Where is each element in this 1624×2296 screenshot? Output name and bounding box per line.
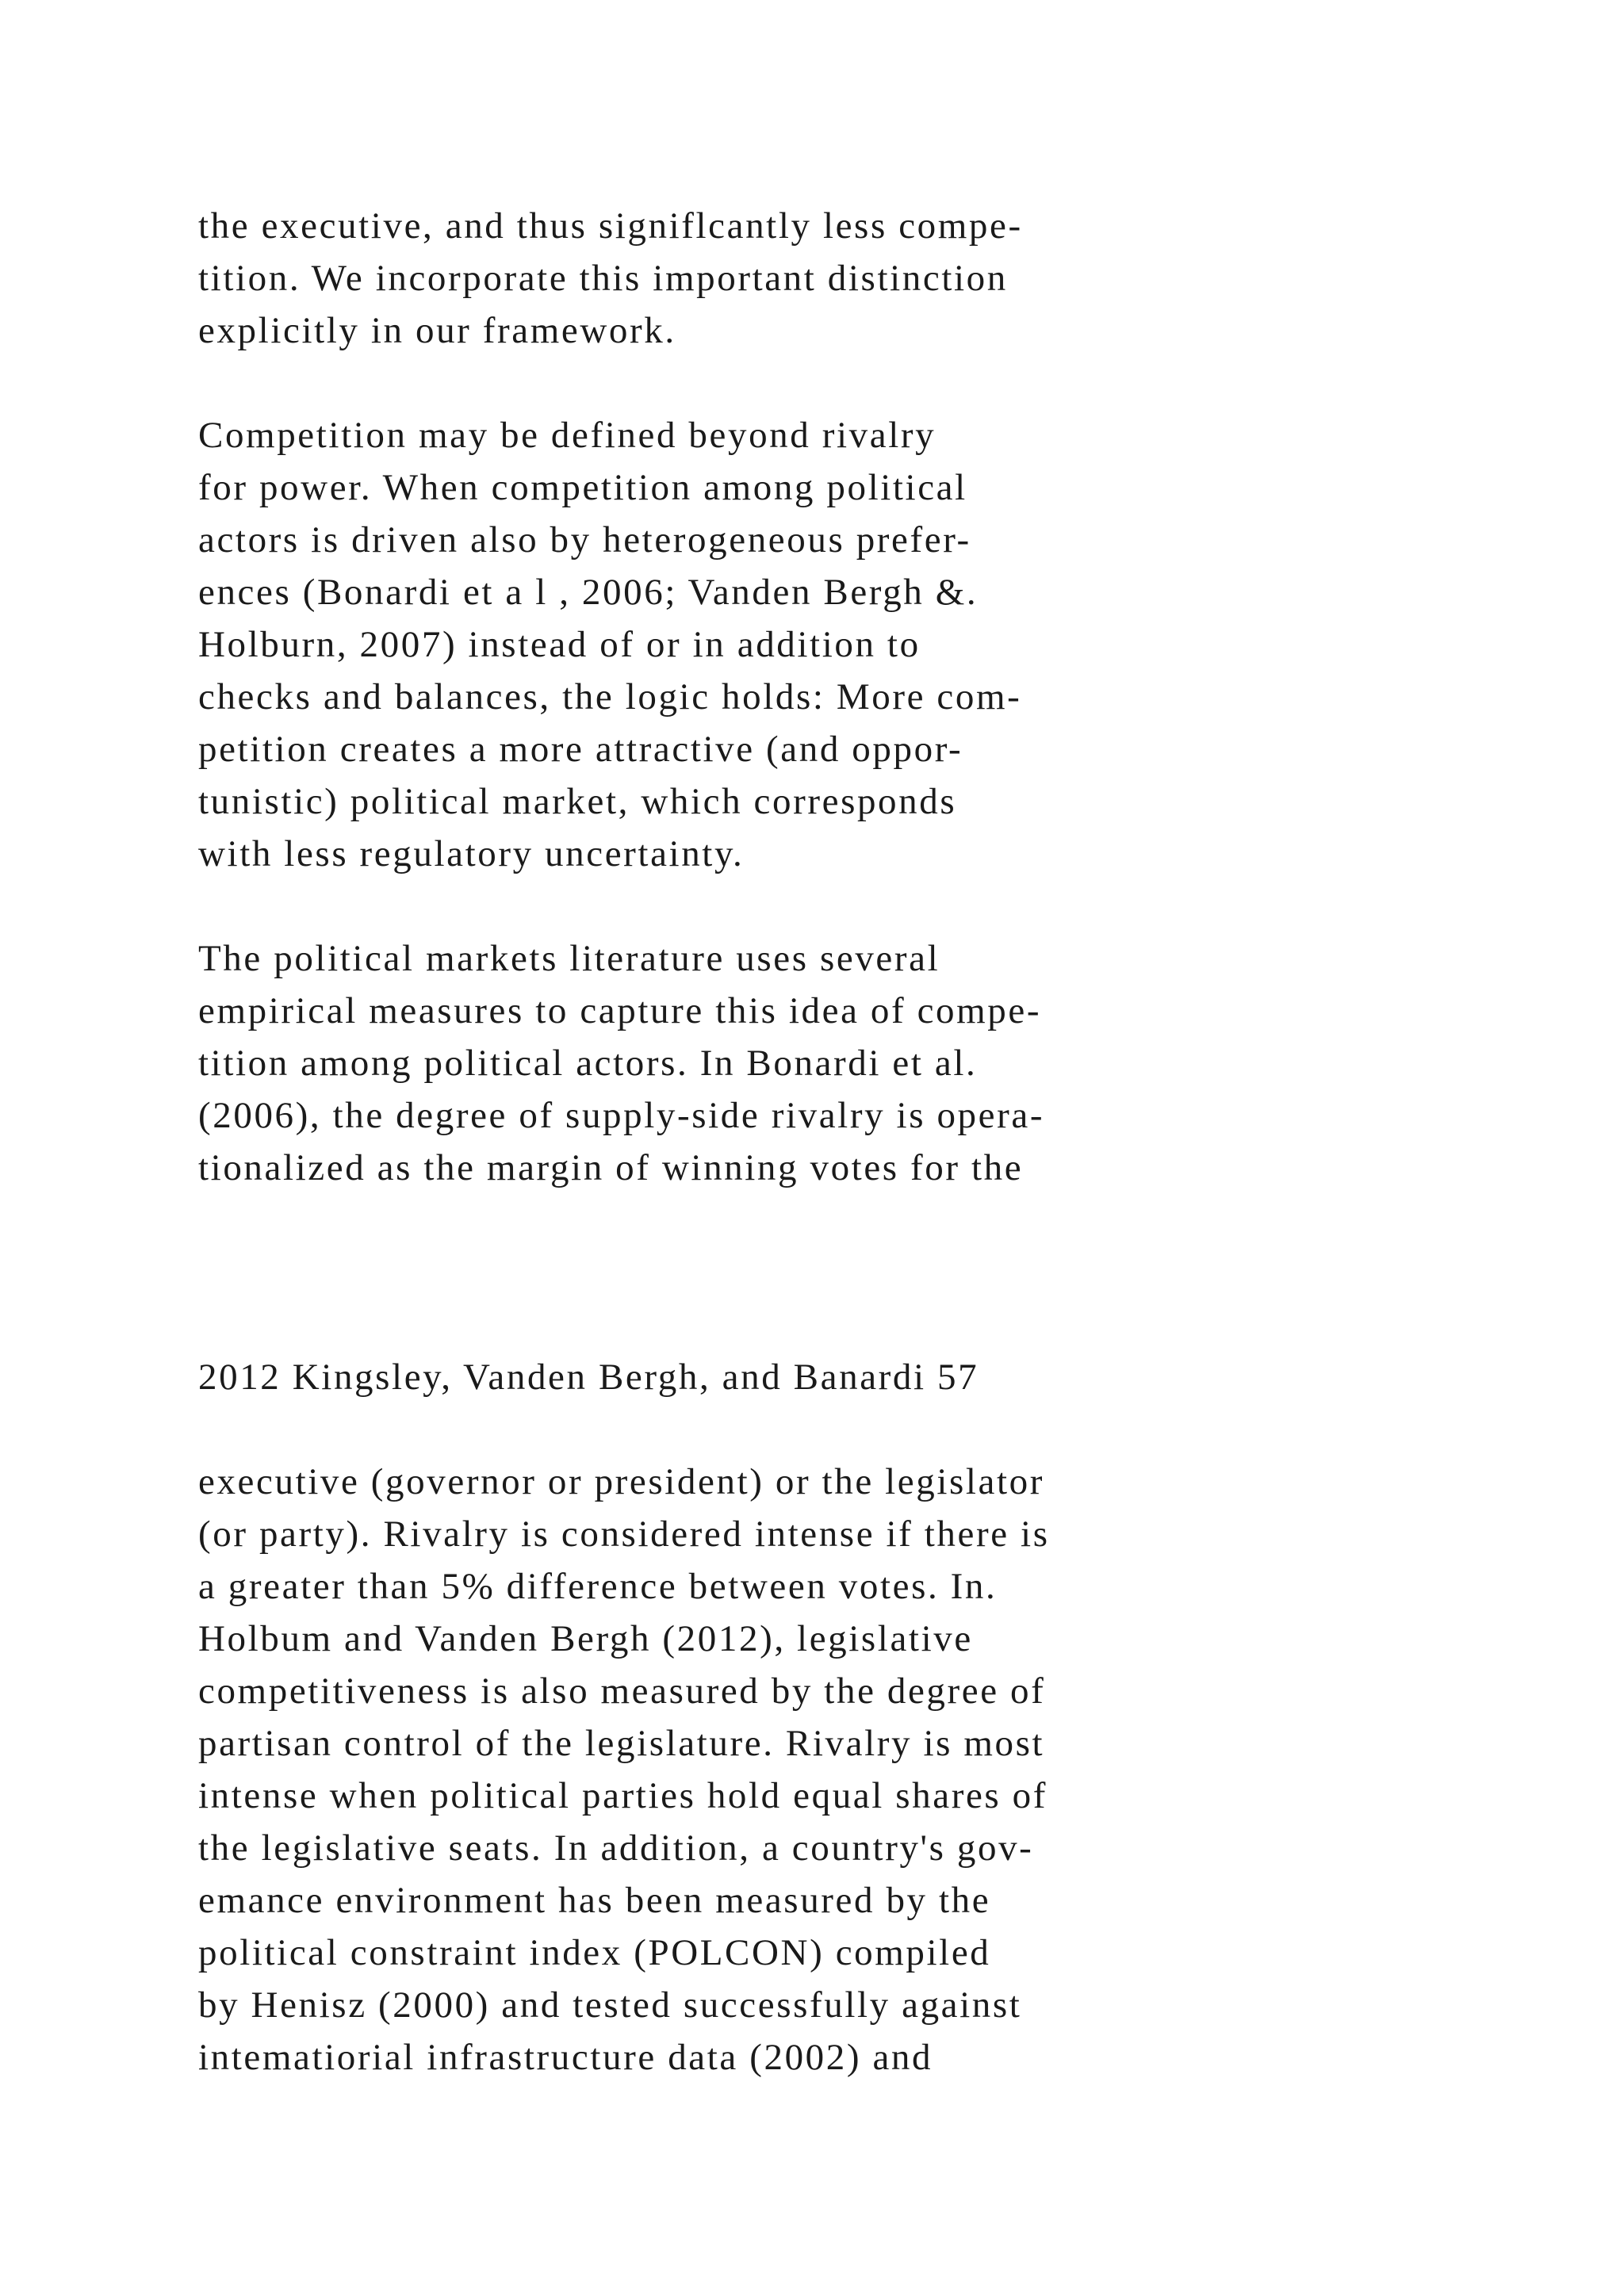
text-line: (or party). Rivalry is considered intense if there is [198,1513,1050,1555]
text-line: the executive, and thus signiflcantly less compe- [198,205,1023,247]
text-line: intematiorial infrastructure data (2002) and [198,2037,933,2078]
text-line: ences (Bonardi et a l , 2006; Vanden Bergh &. [198,572,979,613]
text-line: executive (governor or president) or the legislator [198,1461,1045,1502]
paragraph [198,409,1499,880]
text-line: empirical measures to capture this idea of compe- [198,990,1042,1031]
text-line: competitiveness is also measured by the degree of [198,1670,1046,1712]
text-line: tition. We incorporate this important distinction [198,258,1008,299]
text-line: Holbum and Vanden Bergh (2012), legislative [198,1618,973,1659]
text-line: political constraint index (POLCON) compiled [198,1932,991,1973]
text-line: actors is driven also by heterogeneous prefer- [198,519,971,561]
text-line: a greater than 5% difference between votes. In. [198,1566,998,1607]
text-line: the legislative seats. In addition, a country's gov- [198,1827,1034,1869]
text-line: Competition may be defined beyond rivalry [198,415,936,456]
text-line: (2006), the degree of supply-side rivalry is opera- [198,1095,1045,1136]
text-line: Holburn, 2007) instead of or in addition to [198,624,921,665]
text-line: tunistic) political market, which corresponds [198,781,957,822]
text-line: intense when political parties hold equal shares of [198,1775,1048,1816]
text-line: with less regulatory uncertainty. [198,833,745,874]
text-line: explicitly in our framework. [198,310,676,351]
text-line: by Henisz (2000) and tested successfully against [198,1984,1022,2026]
paragraph [198,932,1499,1194]
text-line: partisan control of the legislature. Rivalry is most [198,1723,1045,1764]
text-line: tionalized as the margin of winning votes for the [198,1147,1024,1188]
text-line: emance environment has been measured by the [198,1880,991,1921]
text-line: petition creates a more attractive (and oppor- [198,729,963,770]
paragraph [198,200,1499,357]
text-line: The political markets literature uses several [198,938,940,979]
paragraph [198,1456,1499,2084]
running-header [198,1351,1499,1403]
text-line: tition among political actors. In Bonardi et al. [198,1043,978,1084]
document-page [198,200,1499,2084]
text-line: for power. When competition among political [198,467,967,508]
running-header-text: 2012 Kingsley, Vanden Bergh, and Banardi 57 [198,1357,979,1398]
text-line: checks and balances, the logic holds: More com- [198,676,1022,718]
